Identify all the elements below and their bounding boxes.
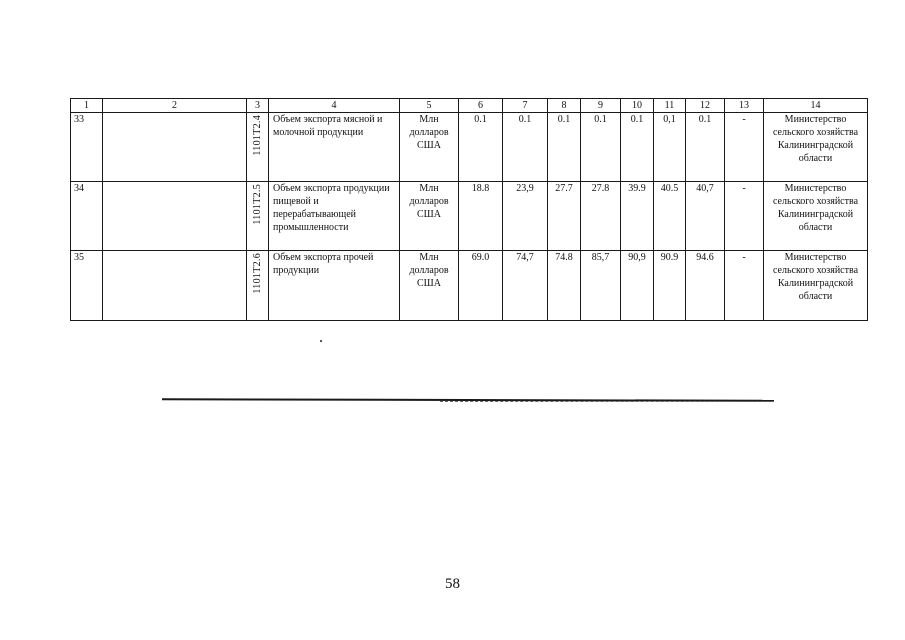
value-cell: 40.5 — [654, 182, 686, 251]
column-number-header-row — [71, 99, 868, 113]
value-cell: 85,7 — [581, 251, 621, 321]
indicator-code-cell — [247, 182, 269, 251]
value-cell: 40,7 — [686, 182, 725, 251]
column-header: 6 — [459, 99, 503, 113]
indicator-code-cell — [247, 251, 269, 321]
value-cell: 0,1 — [654, 113, 686, 182]
row-number: 33 — [71, 113, 103, 182]
column-header: 13 — [725, 99, 764, 113]
value-cell: 27.8 — [581, 182, 621, 251]
table-row — [71, 113, 868, 182]
page-number: 58 — [445, 576, 460, 592]
value-cell: 90,9 — [621, 251, 654, 321]
stray-dot — [320, 340, 322, 342]
value-cell: - — [725, 251, 764, 321]
row-group-cell — [103, 251, 247, 321]
value-cell: - — [725, 182, 764, 251]
indicator-code: 1101Т2.4 — [252, 115, 263, 156]
value-cell: 69.0 — [459, 251, 503, 321]
column-header: 14 — [764, 99, 868, 113]
column-header: 9 — [581, 99, 621, 113]
value-cell: - — [725, 113, 764, 182]
row-group-cell — [103, 113, 247, 182]
column-header: 4 — [269, 99, 400, 113]
value-cell: 27.7 — [548, 182, 581, 251]
row-number: 35 — [71, 251, 103, 321]
indicator-code: 1101Т2.6 — [252, 253, 263, 294]
row-group-cell — [103, 182, 247, 251]
indicators-table — [70, 98, 868, 321]
indicator-name: Объем экспорта продукции пищевой и перерабатывающей промышленности — [269, 182, 400, 251]
horizontal-rule-faint — [440, 401, 774, 402]
row-number: 34 — [71, 182, 103, 251]
column-header: 10 — [621, 99, 654, 113]
column-header: 7 — [503, 99, 548, 113]
indicator-code-cell — [247, 113, 269, 182]
value-cell: 39.9 — [621, 182, 654, 251]
value-cell: 74.8 — [548, 251, 581, 321]
value-cell: 0.1 — [686, 113, 725, 182]
indicator-code: 1101Т2.5 — [252, 184, 263, 225]
column-header: 1 — [71, 99, 103, 113]
responsible-body: Министерство сельского хозяйства Калининградской области — [764, 182, 868, 251]
column-header: 2 — [103, 99, 247, 113]
column-header: 3 — [247, 99, 269, 113]
unit-of-measure: Млн долларов США — [400, 182, 459, 251]
indicator-name: Объем экспорта прочей продукции — [269, 251, 400, 321]
value-cell: 0.1 — [581, 113, 621, 182]
table-row — [71, 182, 868, 251]
value-cell: 0.1 — [503, 113, 548, 182]
column-header: 8 — [548, 99, 581, 113]
unit-of-measure: Млн долларов США — [400, 113, 459, 182]
value-cell: 23,9 — [503, 182, 548, 251]
column-header: 5 — [400, 99, 459, 113]
unit-of-measure: Млн долларов США — [400, 251, 459, 321]
value-cell: 74,7 — [503, 251, 548, 321]
value-cell: 90.9 — [654, 251, 686, 321]
indicator-name: Объем экспорта мясной и молочной продукции — [269, 113, 400, 182]
value-cell: 0.1 — [459, 113, 503, 182]
column-header: 12 — [686, 99, 725, 113]
table-row — [71, 251, 868, 321]
value-cell: 0.1 — [621, 113, 654, 182]
column-header: 11 — [654, 99, 686, 113]
responsible-body: Министерство сельского хозяйства Калининградской области — [764, 251, 868, 321]
responsible-body: Министерство сельского хозяйства Калининградской области — [764, 113, 868, 182]
value-cell: 94.6 — [686, 251, 725, 321]
value-cell: 0.1 — [548, 113, 581, 182]
value-cell: 18.8 — [459, 182, 503, 251]
